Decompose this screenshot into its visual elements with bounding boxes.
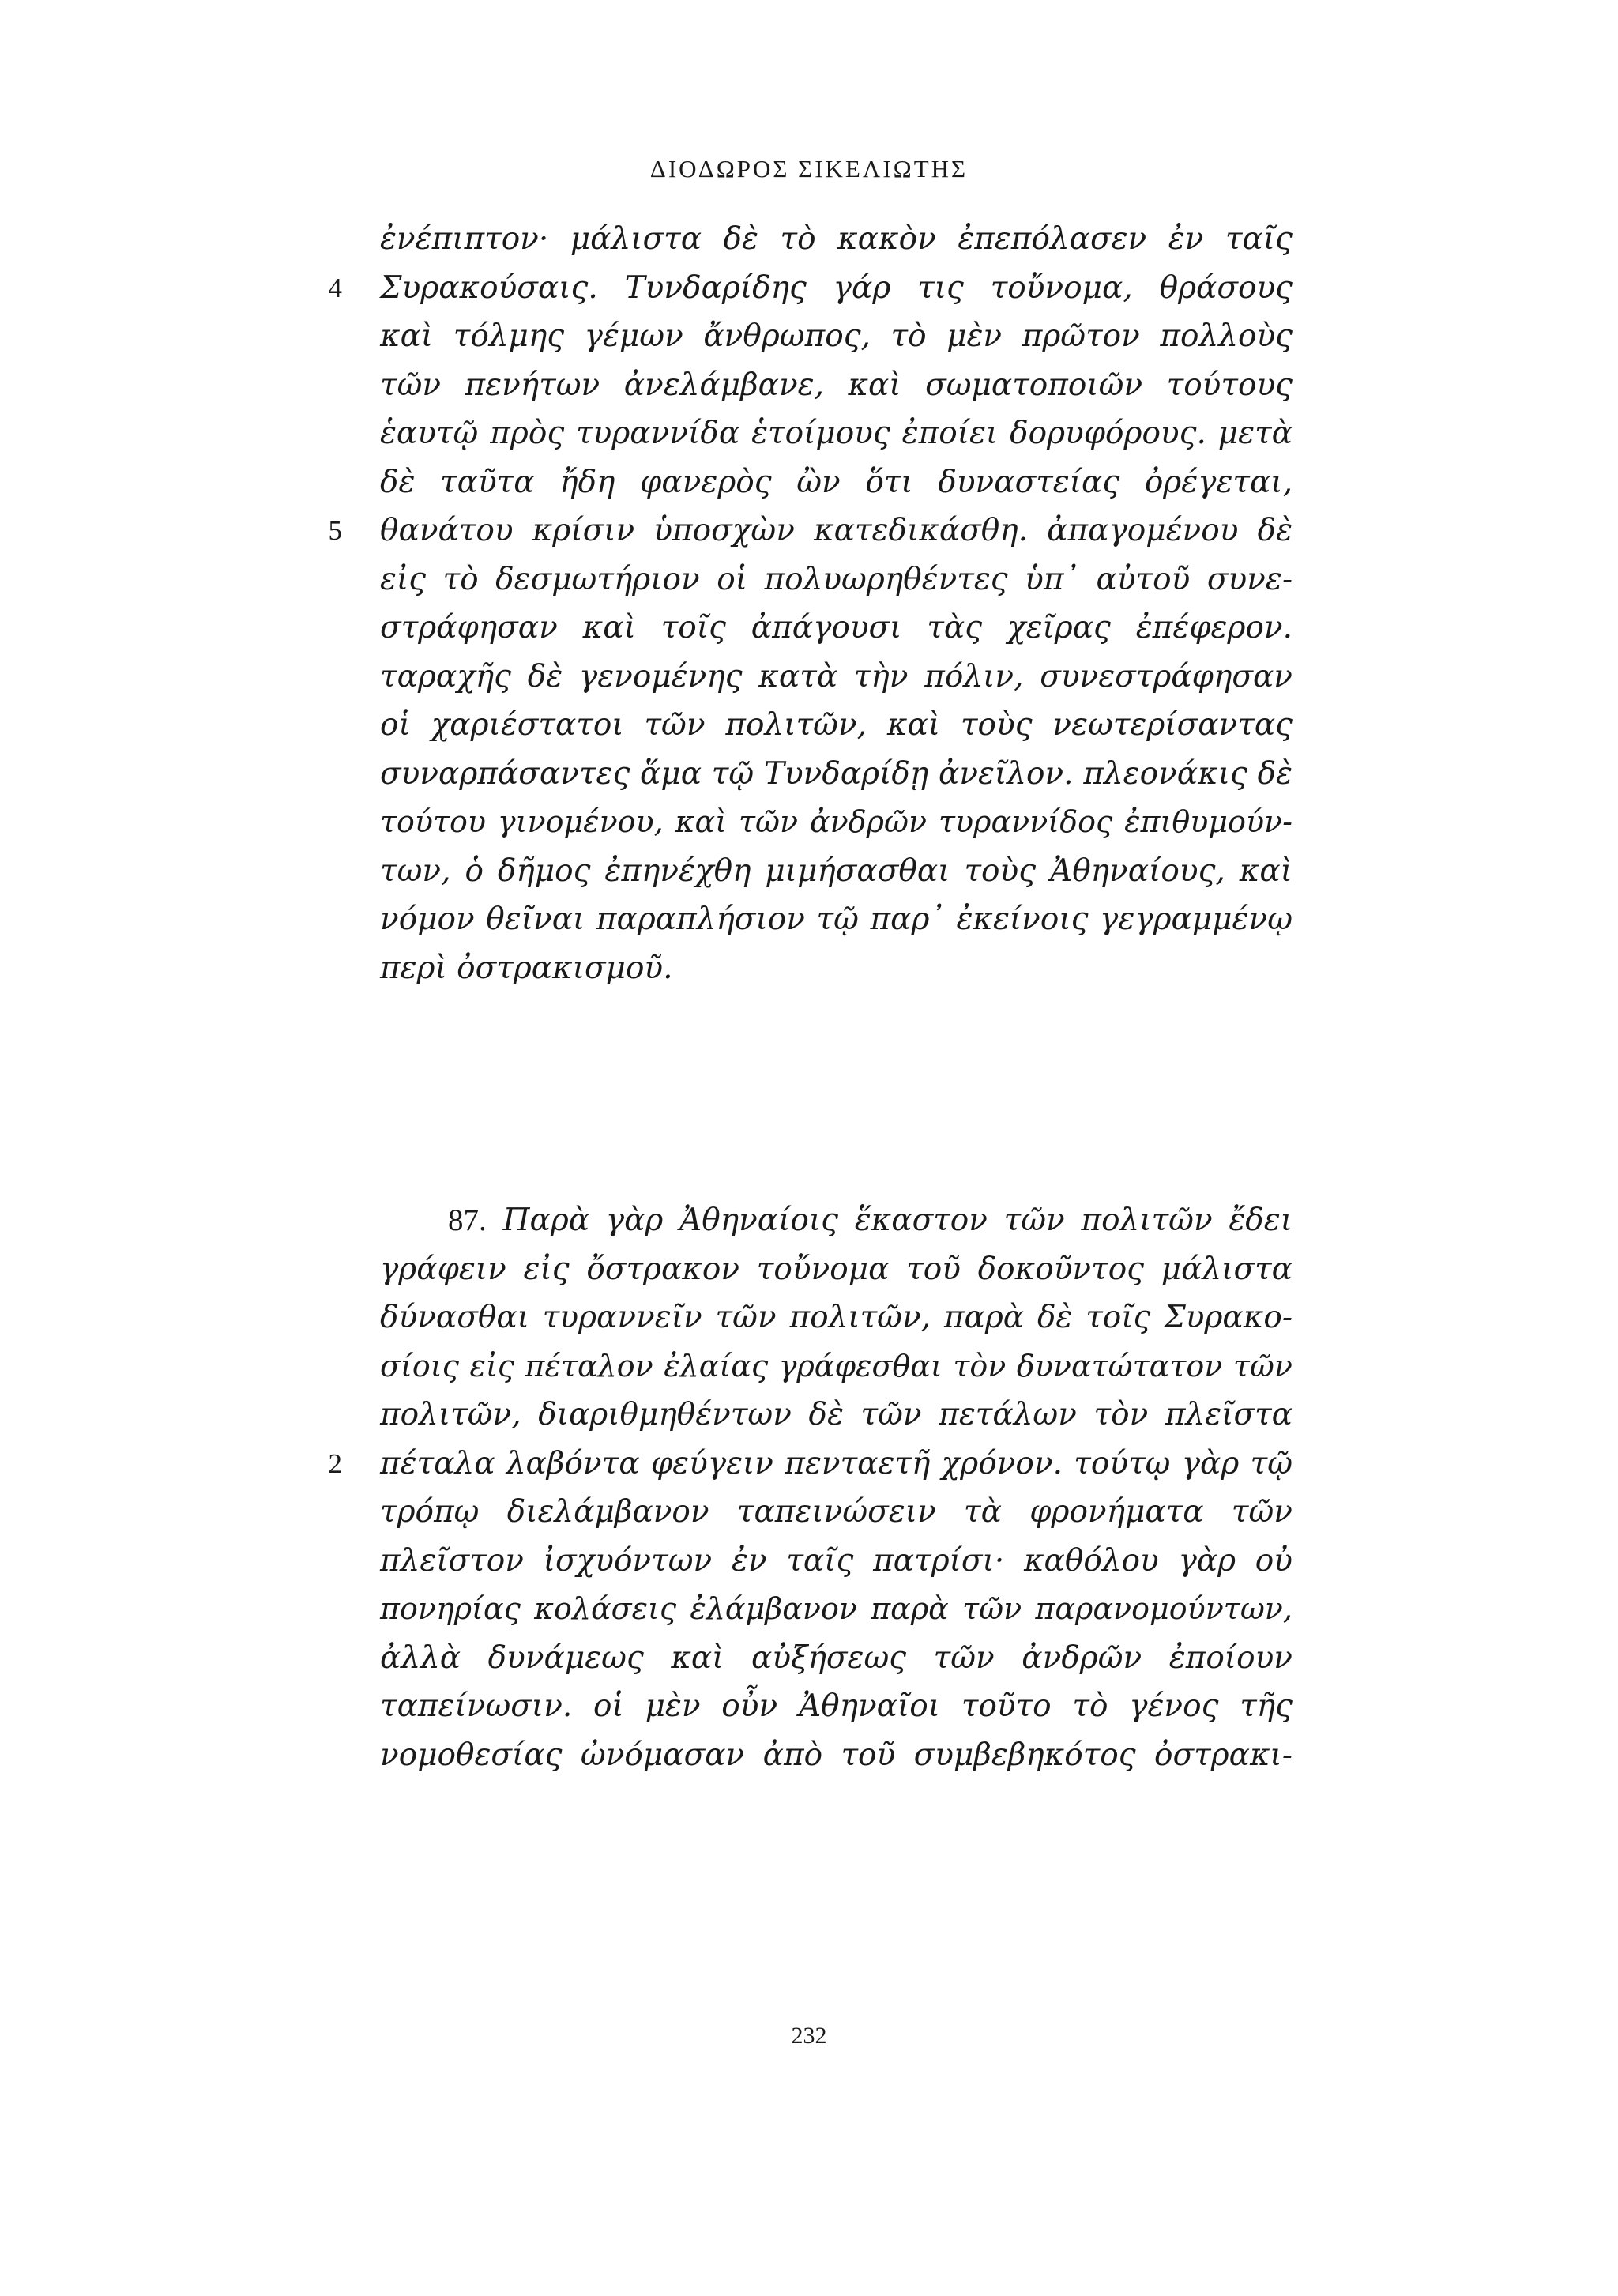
text-line: των, ὁ δῆμος ἐπηνέχθη μιμήσασθαι τοὺς Ἀθηναίους, καὶ — [380, 853, 1293, 889]
text-line: ταπείνωσιν. οἱ μὲν οὖν Ἀθηναῖοι τοῦτο τὸ γένος τῆς — [380, 1688, 1293, 1724]
text-line: δὲ ταῦτα ἤδη φανερὸς ὢν ὅτι δυναστείας ὀρέγεται, — [380, 464, 1293, 500]
text-line: δύνασθαι τυραννεῖν τῶν πολιτῶν, παρὰ δὲ τοῖς Συρακο- — [380, 1300, 1293, 1335]
text-line: ἀλλὰ δυνάμεως καὶ αὐξήσεως τῶν ἀνδρῶν ἐποίουν — [380, 1639, 1293, 1676]
text-line: συναρπάσαντες ἅμα τῷ Τυνδαρίδῃ ἀνεῖλον. πλεονάκις δὲ — [380, 755, 1293, 792]
text-line: τούτου γινομένου, καὶ τῶν ἀνδρῶν τυραννίδος ἐπιθυμούν- — [380, 804, 1293, 839]
text-line: σίοις εἰς πέταλον ἐλαίας γράφεσθαι τὸν δυνατώτατον τῶν — [380, 1348, 1293, 1383]
text-line: πλεῖστον ἰσχυόντων ἐν ταῖς πατρίσι· καθόλου γὰρ οὐ — [380, 1542, 1293, 1579]
section-number: 87. — [448, 1203, 487, 1237]
text-line: Συρακούσαις. Τυνδαρίδης γάρ τις τοὔνομα, θράσους — [380, 269, 1293, 306]
margin-line-number: 5 — [328, 515, 342, 546]
text-line: πολιτῶν, διαριθμηθέντων δὲ τῶν πετάλων τὸν πλεῖστα — [380, 1397, 1293, 1432]
paragraph-section-87 — [380, 1196, 1293, 1779]
text-line: πέταλα λαβόντα φεύγειν πενταετῆ χρόνον. τούτῳ γὰρ τῷ — [380, 1445, 1293, 1481]
text-line: νομοθεσίας ὠνόμασαν ἀπὸ τοῦ συμβεβηκότος ὀστρακι- — [380, 1737, 1293, 1773]
text-line: τῶν πενήτων ἀνελάμβανε, καὶ σωματοποιῶν τούτους — [380, 367, 1293, 403]
margin-line-number: 4 — [328, 272, 342, 303]
text-line: ταραχῆς δὲ γενομένης κατὰ τὴν πόλιν, συνεστράφησαν — [380, 658, 1293, 694]
text-line: νόμον θεῖναι παραπλήσιον τῷ παρ᾽ ἐκείνοις γεγραμμένῳ — [380, 901, 1293, 937]
text-line: γράφειν εἰς ὄστρακον τοὔνομα τοῦ δοκοῦντος μάλιστα — [380, 1251, 1293, 1287]
text-line — [380, 1196, 1293, 1245]
text-line: καὶ τόλμης γέμων ἄνθρωπος, τὸ μὲν πρῶτον πολλοὺς — [380, 318, 1293, 354]
running-header: ΔΙΟΔΩΡΟΣ ΣΙΚΕΛΙΩΤΗΣ — [649, 155, 969, 183]
text-line: οἱ χαριέστατοι τῶν πολιτῶν, καὶ τοὺς νεωτερίσαντας — [380, 707, 1293, 743]
margin-line-number: 2 — [328, 1447, 342, 1479]
text-line: ἐνέπιπτον· μάλιστα δὲ τὸ κακὸν ἐπεπόλασεν ἐν ταῖς — [380, 221, 1293, 257]
page-number: 232 — [791, 2023, 827, 2049]
text-line: ἑαυτῷ πρὸς τυραννίδα ἑτοίμους ἐποίει δορυφόρους. μετὰ — [380, 416, 1293, 451]
text-line: πονηρίας κολάσεις ἐλάμβανον παρὰ τῶν παρανομούντων, — [380, 1591, 1293, 1626]
text-line-content: Παρὰ γὰρ Ἀθηναίοις ἕκαστον τῶν πολιτῶν ἔδει — [502, 1203, 1293, 1238]
text-line: περὶ ὀστρακισμοῦ. — [380, 950, 673, 986]
text-line: θανάτου κρίσιν ὑποσχὼν κατεδικάσθη. ἀπαγομένου δὲ — [380, 513, 1293, 548]
text-line: εἰς τὸ δεσμωτήριον οἱ πολυωρηθέντες ὑπ᾽ αὐτοῦ συνε- — [380, 561, 1293, 597]
text-line: στράφησαν καὶ τοῖς ἀπάγουσι τὰς χεῖρας ἐπέφερον. — [380, 610, 1293, 646]
paragraph-continuation — [380, 215, 1293, 992]
text-line: τρόπῳ διελάμβανον ταπεινώσειν τὰ φρονήματα τῶν — [380, 1494, 1293, 1530]
